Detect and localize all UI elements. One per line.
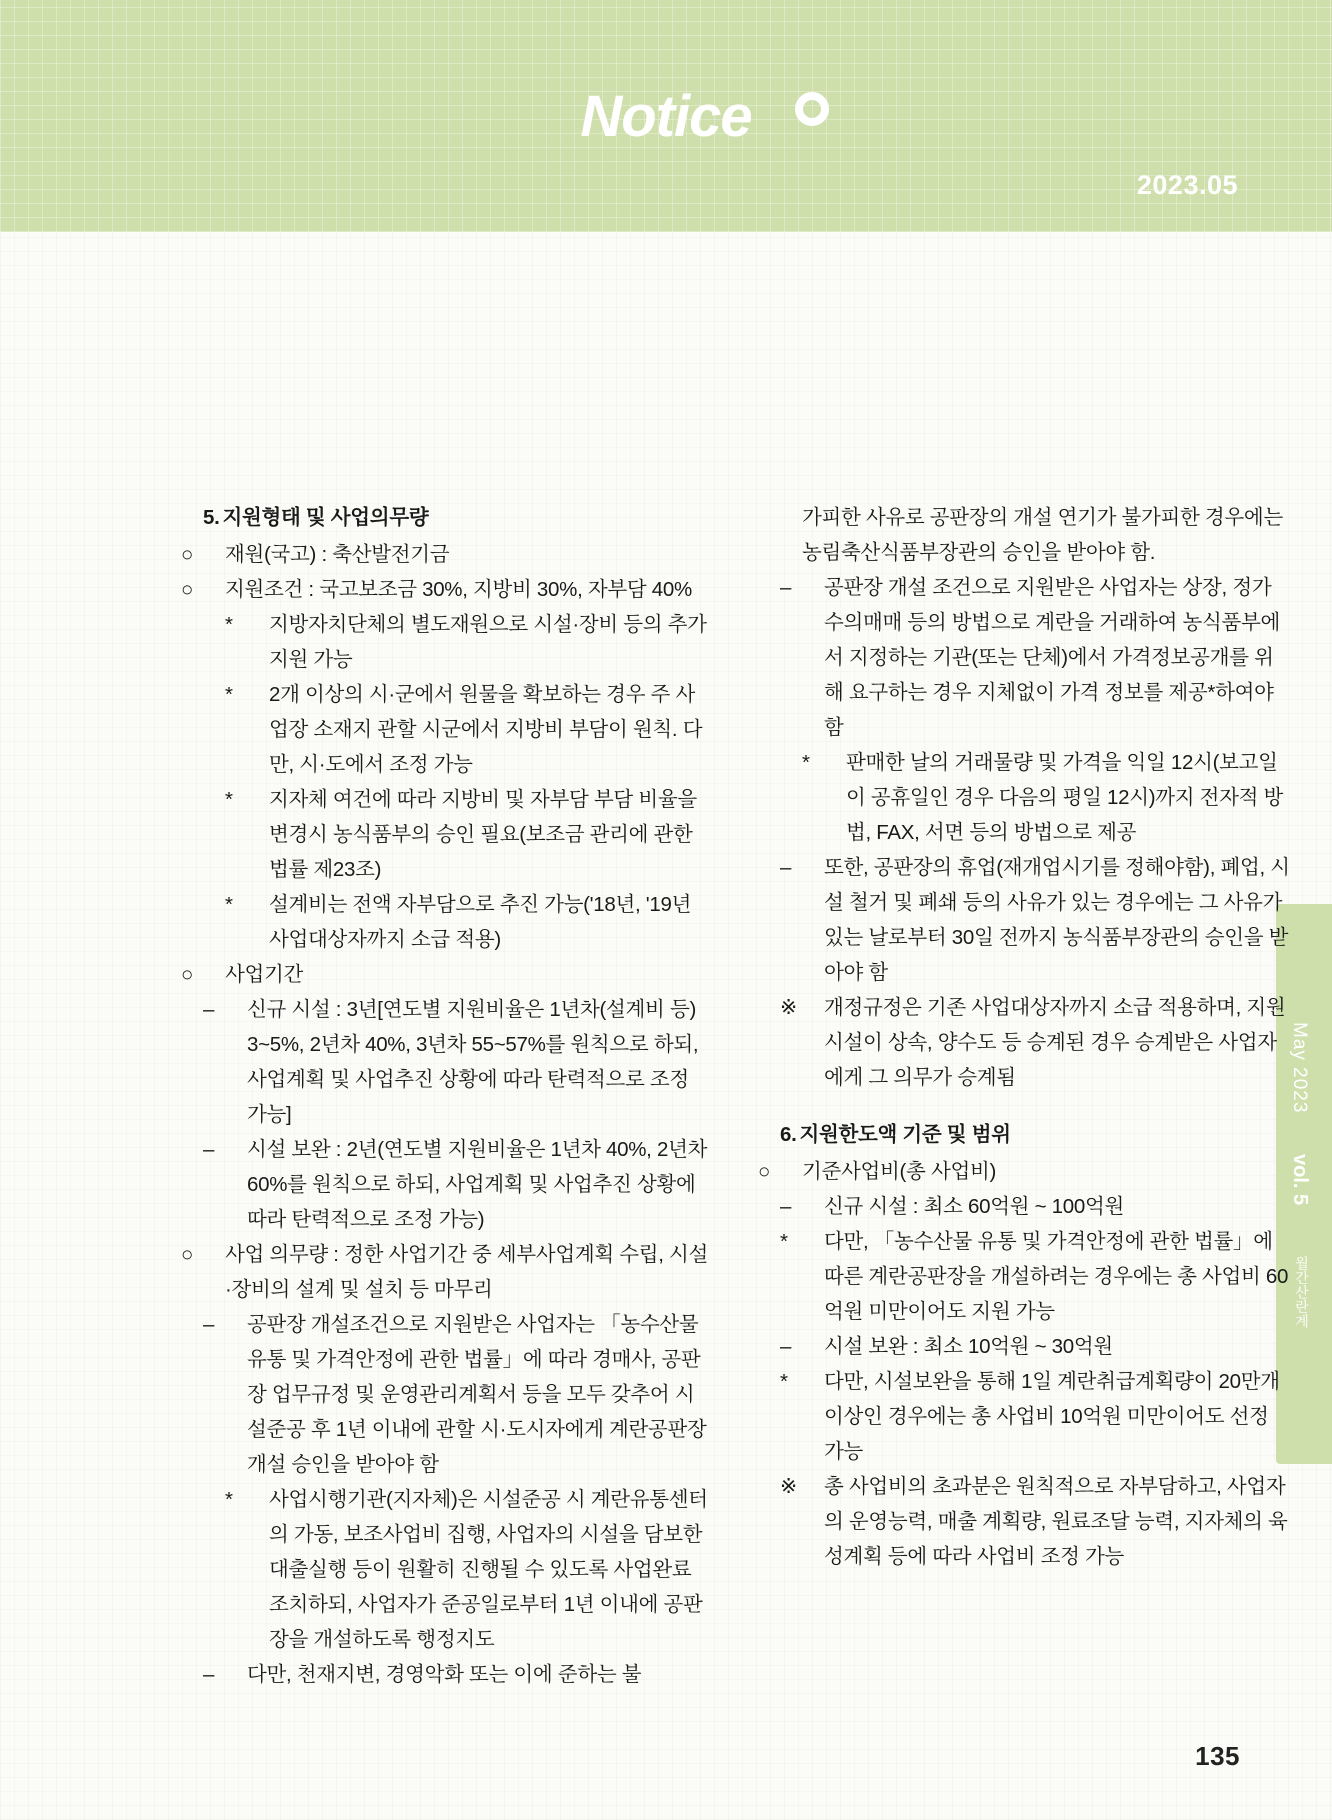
list-marker: *	[802, 751, 810, 774]
paragraph-ref	[780, 990, 1290, 1095]
paragraph-dash	[780, 1364, 1290, 1469]
paragraph-dash	[203, 1657, 713, 1692]
paragraph-text: 사업기간	[225, 963, 304, 986]
paragraph-dash	[780, 1329, 1290, 1364]
list-marker: –	[203, 1138, 215, 1161]
list-marker: –	[203, 1313, 215, 1336]
paragraph-text: 설계비는 전액 자부담으로 추진 가능('18년, '19년 사업대상자까지 소급 적용)	[269, 893, 692, 951]
paragraph-dash	[203, 992, 713, 1132]
list-marker: *	[225, 683, 233, 706]
paragraph-text: 신규 시설 : 최소 60억원 ~ 100억원	[824, 1195, 1124, 1218]
side-tab-month: May 2023	[1289, 1022, 1310, 1114]
paragraph-text: 신규 시설 : 3년[연도별 지원비율은 1년차(설계비 등) 3~5%, 2년차 40%, 3년차 55~57%를 원칙으로 하되, 사업계획 및 사업추진 상황에 따라 탄력적으로 조정 가능]	[247, 998, 699, 1126]
list-marker: *	[225, 893, 233, 916]
paragraph-plain	[780, 500, 1290, 570]
list-marker: –	[203, 998, 215, 1021]
paragraph-dash	[780, 570, 1290, 745]
paragraph-text: 지원형태 및 사업의무량	[222, 506, 429, 529]
list-marker: ○	[181, 963, 194, 986]
list-marker: ○	[181, 1243, 194, 1266]
page-header	[0, 0, 1332, 232]
paragraph-text: 기준사업비(총 사업비)	[802, 1160, 996, 1183]
paragraph-text: 재원(국고) : 축산발전기금	[225, 543, 450, 566]
list-marker: ○	[181, 578, 194, 601]
paragraph-text: 지원조건 : 국고보조금 30%, 지방비 30%, 자부담 40%	[225, 578, 692, 601]
section-heading	[780, 1117, 1290, 1152]
paragraph-text: 2개 이상의 시·군에서 원물을 확보하는 경우 주 사업장 소재지 관할 시군에서 지방비 부담이 원칙. 다만, 시·도에서 조정 가능	[269, 683, 703, 776]
list-marker: 6.	[780, 1123, 797, 1146]
paragraph-text: 다만, 천재지변, 경영악화 또는 이에 준하는 불	[247, 1663, 642, 1686]
section-gap	[780, 1095, 1290, 1117]
paragraph-circle	[181, 1237, 713, 1307]
paragraph-circle	[181, 957, 713, 992]
list-marker: *	[780, 1370, 788, 1393]
paragraph-dash	[203, 1307, 713, 1482]
paragraph-text: 지방자치단체의 별도재원으로 시설·장비 등의 추가지원 가능	[269, 613, 707, 671]
paragraph-ref	[780, 1469, 1290, 1574]
paragraph-star	[203, 1482, 713, 1657]
paragraph-text: 다만, 시설보완을 통해 1일 계란취급계획량이 20만개 이상인 경우에는 총 사업비 10억원 미만이어도 선정 가능	[824, 1370, 1280, 1463]
page-title: Notice	[580, 84, 752, 149]
paragraph-text: 판매한 날의 거래물량 및 가격을 익일 12시(보고일이 공휴일인 경우 다음의 평일 12시)까지 전자적 방법, FAX, 서면 등의 방법으로 제공	[846, 751, 1284, 844]
paragraph-text: 시설 보완 : 최소 10억원 ~ 30억원	[824, 1335, 1113, 1358]
paragraph-text: 또한, 공판장의 휴업(재개업시기를 정해야함), 폐업, 시설 철거 및 폐쇄 등의 사유가 있는 경우에는 그 사유가 있는 날로부터 30일 전까지 농식품부장관의 승인을 받아야 함	[824, 856, 1290, 984]
paragraph-text: 가피한 사유로 공판장의 개설 연기가 불가피한 경우에는 농림축산식품부장관의 승인을 받아야 함.	[802, 506, 1283, 564]
list-marker: –	[780, 1195, 792, 1218]
list-marker: 5.	[203, 506, 220, 529]
paragraph-text: 총 사업비의 초과분은 원칙적으로 자부담하고, 사업자의 운영능력, 매출 계획량, 원료조달 능력, 지자체의 육성계획 등에 따라 사업비 조정 가능	[824, 1475, 1288, 1568]
paragraph-text: 지원한도액 기준 및 범위	[799, 1123, 1011, 1146]
list-marker: *	[225, 1488, 233, 1511]
paragraph-star	[203, 782, 713, 887]
paragraph-star	[780, 745, 1290, 850]
paragraph-dash	[780, 1189, 1290, 1224]
paragraph-text: 개정규정은 기존 사업대상자까지 소급 적용하며, 지원시설이 상속, 양수도 등 승계된 경우 승계받은 사업자에게 그 의무가 승계됨	[824, 996, 1286, 1089]
list-marker: –	[780, 856, 792, 879]
section-heading	[203, 500, 713, 535]
list-marker: *	[780, 1230, 788, 1253]
issue-date: 2023.05	[1136, 170, 1238, 200]
left-text-column	[181, 500, 713, 1692]
page-body	[0, 232, 1332, 1820]
paragraph-star	[203, 677, 713, 782]
paragraph-dash	[780, 850, 1290, 990]
list-marker: ※	[780, 1475, 797, 1498]
list-marker: ○	[758, 1160, 771, 1183]
paragraph-circle	[758, 1154, 1290, 1189]
circle-outline-icon	[795, 92, 829, 126]
paragraph-text: 사업 의무량 : 정한 사업기간 중 세부사업계획 수립, 시설·장비의 설계 및 설치 등 마무리	[225, 1243, 709, 1301]
paragraph-text: 사업시행기관(지자체)은 시설준공 시 계란유통센터의 가동, 보조사업비 집행, 사업자의 시설을 담보한 대출실행 등이 원활히 진행될 수 있도록 사업완료 조치하되, 사업자가 준공일로부터 1년 이내에 공판장을 개설하도록 행정지도	[269, 1488, 708, 1651]
list-marker: ○	[181, 543, 194, 566]
paragraph-text: 공판장 개설 조건으로 지원받은 사업자는 상장, 정가수의매매 등의 방법으로 계란을 거래하여 농식품부에서 지정하는 기관(또는 단체)에서 가격정보공개를 위해 요구하는 경우 지체없이 가격 정보를 제공*하여야 함	[824, 576, 1281, 739]
list-marker: *	[225, 788, 233, 811]
list-marker: –	[780, 576, 792, 599]
paragraph-text: 지자체 여건에 따라 지방비 및 자부담 부담 비율을 변경시 농식품부의 승인 필요(보조금 관리에 관한 법률 제23조)	[269, 788, 697, 881]
list-marker: –	[203, 1663, 215, 1686]
paragraph-text: 공판장 개설조건으로 지원받은 사업자는 「농수산물 유통 및 가격안정에 관한 법률」에 따라 경매사, 공판장 업무규정 및 운영관리계획서 등을 모두 갖추어 시설준공 후 1년 이내에 관할 시·도시자에게 계란공판장 개설 승인을 받아야 함	[247, 1313, 707, 1476]
paragraph-star	[203, 607, 713, 677]
paragraph-star	[203, 887, 713, 957]
paragraph-circle	[181, 537, 713, 572]
paragraph-text: 시설 보완 : 2년(연도별 지원비율은 1년차 40%, 2년차 60%를 원칙으로 하되, 사업계획 및 사업추진 상황에 따라 탄력적으로 조정 가능)	[247, 1138, 708, 1231]
paragraph-circle	[181, 572, 713, 607]
list-marker: ※	[780, 996, 797, 1019]
right-text-column	[758, 500, 1290, 1574]
side-tab-volume: vol. 5	[1289, 1154, 1311, 1206]
paragraph-dash	[780, 1224, 1290, 1329]
list-marker: *	[225, 613, 233, 636]
paragraph-dash	[203, 1132, 713, 1237]
list-marker: –	[780, 1335, 792, 1358]
paragraph-text: 다만, 「농수산물 유통 및 가격안정에 관한 법률」에 따른 계란공판장을 개설하려는 경우에는 총 사업비 60억원 미만이어도 지원 가능	[824, 1230, 1289, 1323]
page-number: 135	[1195, 1741, 1240, 1771]
side-tab-korean-label: 월간산란계	[1294, 1256, 1310, 1329]
